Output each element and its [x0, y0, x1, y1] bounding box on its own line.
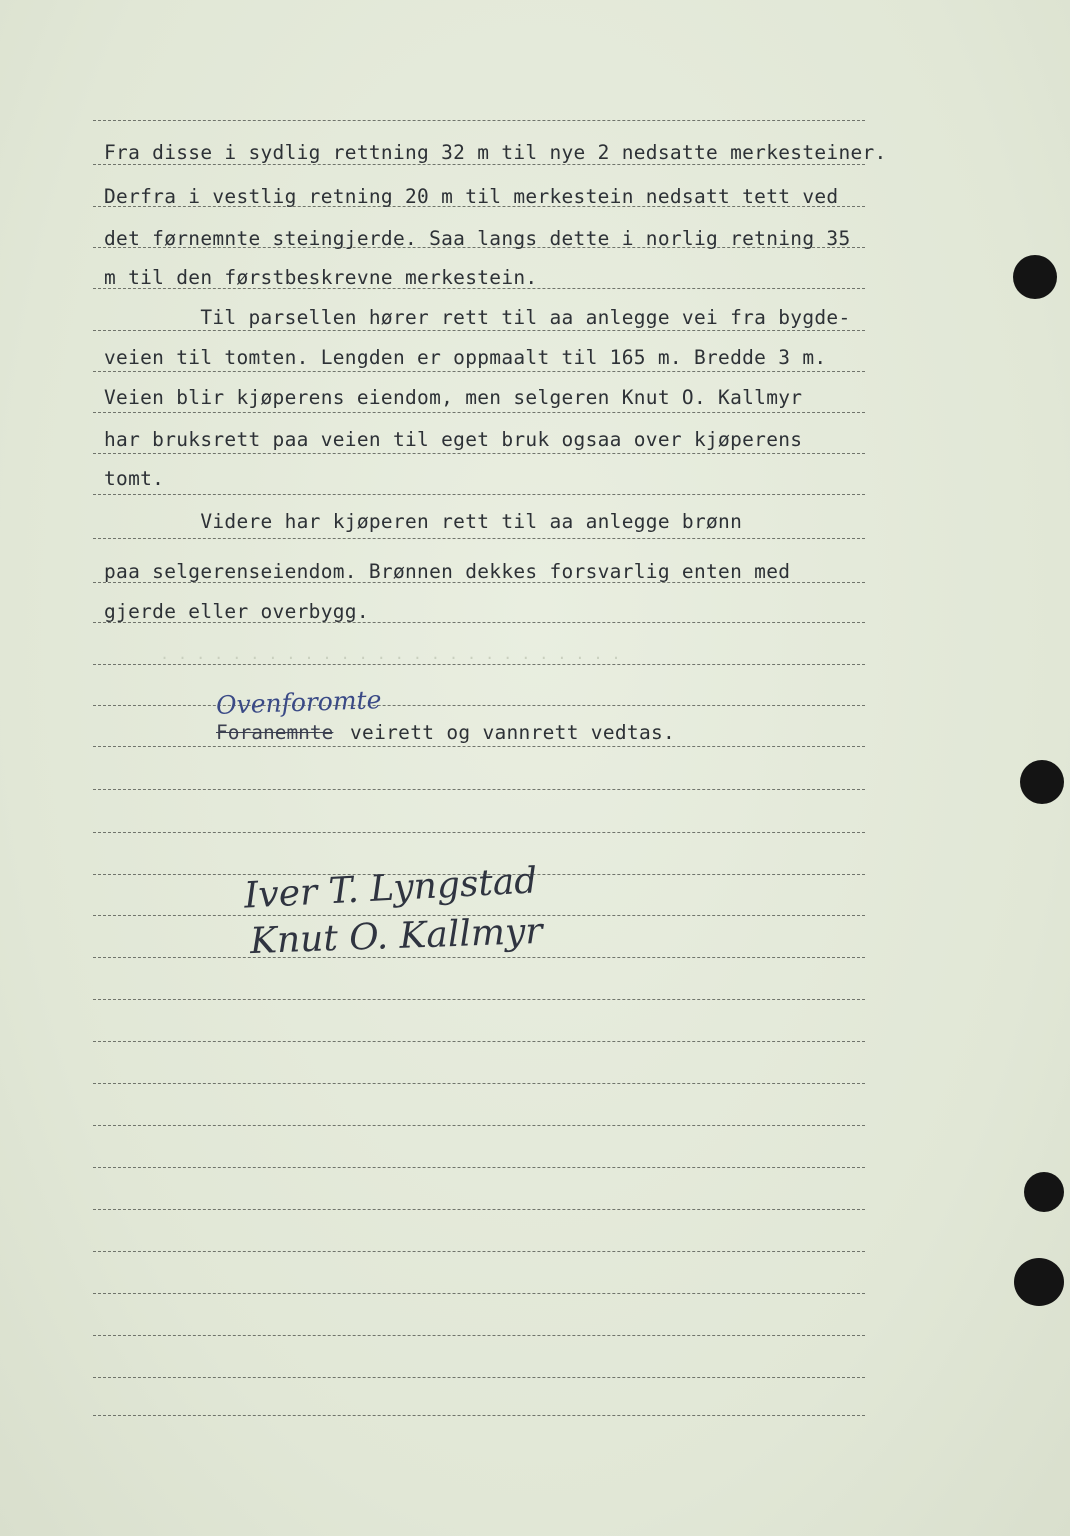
closing-line: veirett og vannrett vedtas. [350, 721, 676, 744]
text-line-12: gjerde eller overbygg. [104, 600, 369, 623]
text-line-4: m til den førstbeskrevne merkestein. [104, 266, 538, 289]
signature-2: Knut O. Kallmyr [249, 910, 544, 963]
handwritten-correction: Ovenforomte [215, 685, 382, 720]
punch-hole-3 [1024, 1172, 1064, 1212]
text-line-7: Veien blir kjøperens eiendom, men selgeren Knut O. Kallmyr [104, 386, 803, 409]
struck-word: Foranemnte [216, 721, 334, 744]
text-line-5: Til parsellen hører rett til aa anlegge vei fra bygde- [104, 306, 851, 329]
text-line-2: Derfra i vestlig retning 20 m til merkestein nedsatt tett ved [104, 185, 839, 208]
punch-hole-4 [1014, 1258, 1064, 1306]
text-line-11: paa selgerenseiendom. Brønnen dekkes forsvarlig enten med [104, 560, 791, 583]
text-line-10: Videre har kjøperen rett til aa anlegge brønn [104, 510, 743, 533]
text-line-9: tomt. [104, 467, 165, 490]
punch-hole-2 [1020, 760, 1064, 804]
bleed-through-text: . . . . . . . . . . . . . . . . . . . . . . . . . . [160, 645, 621, 663]
text-line-3: det førnemnte steingjerde. Saa langs dette i norlig retning 35 [104, 227, 851, 250]
text-line-6: veien til tomten. Lengden er oppmaalt til 165 m. Bredde 3 m. [104, 346, 827, 369]
text-line-1: Fra disse i sydlig rettning 32 m til nye 2 nedsatte merkesteiner. [104, 141, 887, 164]
punch-hole-1 [1013, 255, 1057, 299]
text-line-8: har bruksrett paa veien til eget bruk ogsaa over kjøperens [104, 428, 803, 451]
signature-1: Iver T. Lyngstad [243, 860, 539, 917]
